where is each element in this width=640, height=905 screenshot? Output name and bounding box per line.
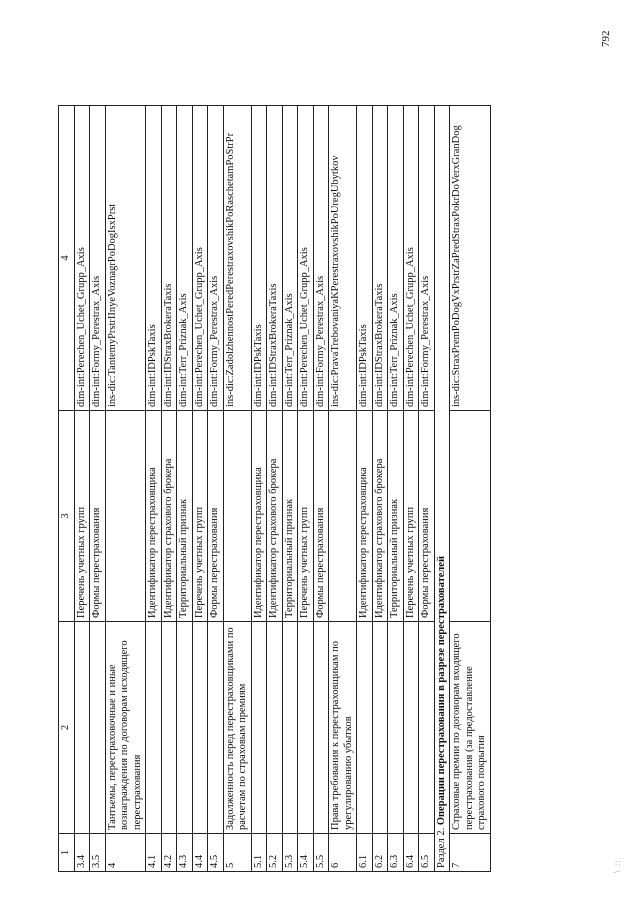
table-row: [208, 106, 224, 872]
table-cell-col2: [90, 622, 106, 834]
table-cell-col3: Территориальный признак: [282, 411, 298, 622]
table-cell-col2: [388, 622, 404, 834]
table-row: [177, 106, 193, 872]
table-cell-col4: ins-dic:TantemyPrstrIInyeVoznagrPoDogIsxPrst: [105, 106, 146, 411]
table-cell-col4: dim-int:Formy_Perestrax_Axis: [419, 106, 435, 411]
table-cell-col1: 4.5: [208, 834, 224, 872]
table-cell-col4: ins-dic:ZadolzhennostPeredPerestraxovshikPoRaschetamPoStrPr: [223, 106, 251, 411]
table-cell-col4: dim-int:Perechen_Uchet_Grupp_Axis: [74, 106, 90, 411]
table-cell-col1: 5.1: [251, 834, 267, 872]
table-cell-col4: dim-int:Perechen_Uchet_Grupp_Axis: [298, 106, 314, 411]
table-cell-col1: 6.5: [419, 834, 435, 872]
table-row: [192, 106, 208, 872]
header-cell-1: 1: [59, 834, 75, 872]
table-cell-col2: [177, 622, 193, 834]
table-row: [223, 106, 251, 872]
table-cell-col2: [251, 622, 267, 834]
table-cell-col2: [208, 622, 224, 834]
table-row: [403, 106, 419, 872]
header-row: [59, 106, 75, 872]
table-cell-col2: Страховые премии по договорам входящего перестрахования (за предоставление страхового покрытия: [450, 622, 491, 834]
table-cell-col4: dim-int:Terr_Priznak_Axis: [282, 106, 298, 411]
table-cell-col1: 4.4: [192, 834, 208, 872]
section-row: [434, 106, 450, 872]
header-cell-2: 2: [59, 622, 75, 834]
table-cell-col1: 5.3: [282, 834, 298, 872]
table-cell-col2: [419, 622, 435, 834]
table-row: [450, 106, 491, 872]
table-cell-col2: [282, 622, 298, 834]
table-cell-col3: Перечень учетных групп: [74, 411, 90, 622]
table-row: [105, 106, 146, 872]
table-cell-col1: 6: [329, 834, 357, 872]
header-cell-4: 4: [59, 106, 75, 411]
table-row: [146, 106, 162, 872]
section-title: Операции перестрахования в разрезе перестрахователей: [435, 556, 447, 826]
table-cell-col1: 7: [450, 834, 491, 872]
table-row: [161, 106, 177, 872]
table-cell-col4: ins-dic:StraxPremPoDogVxPrstrZaPredStraxPokrDoVerxGranDog: [450, 106, 491, 411]
table-row: [372, 106, 388, 872]
table-cell-col1: 6.4: [403, 834, 419, 872]
table-cell-col1: 5.2: [267, 834, 283, 872]
table-cell-col3: Перечень учетных групп: [298, 411, 314, 622]
page-number: 792: [600, 30, 612, 47]
table-row: [357, 106, 373, 872]
table-cell-col1: 6.2: [372, 834, 388, 872]
table-cell-col2: [192, 622, 208, 834]
table-cell-col3: Формы перестрахования: [208, 411, 224, 622]
table-cell-col1: 4.2: [161, 834, 177, 872]
table-cell-col3: Формы перестрахования: [419, 411, 435, 622]
table-cell-col1: 4: [105, 834, 146, 872]
table-cell-col3: Перечень учетных групп: [192, 411, 208, 622]
table-cell-col3: [450, 411, 491, 622]
table-cell-col3: Территориальный признак: [177, 411, 193, 622]
section-heading: [434, 106, 450, 872]
table-cell-col4: dim-int:IDStraxBrokeraTaxis: [267, 106, 283, 411]
table-cell-col2: [161, 622, 177, 834]
table-cell-col3: Идентификатор страхового брокера: [267, 411, 283, 622]
table-cell-col3: [223, 411, 251, 622]
section-prefix: Раздел 2.: [435, 827, 447, 868]
table-cell-col4: dim-int:Terr_Priznak_Axis: [388, 106, 404, 411]
table-row: [419, 106, 435, 872]
table-row: [388, 106, 404, 872]
table-cell-col3: [329, 411, 357, 622]
table-cell-col3: Идентификатор перестраховщика: [251, 411, 267, 622]
table-cell-col1: 3.4: [74, 834, 90, 872]
table-cell-col4: dim-int:IDPskTaxis: [251, 106, 267, 411]
table-cell-col2: [267, 622, 283, 834]
table-cell-col4: dim-int:Terr_Priznak_Axis: [177, 106, 193, 411]
table-cell-col2: [313, 622, 329, 834]
table-cell-col4: dim-int:Formy_Perestrax_Axis: [313, 106, 329, 411]
table-cell-col3: Идентификатор страхового брокера: [372, 411, 388, 622]
table-cell-col2: Права требования к перестраховщикам по урегулированию убытков: [329, 622, 357, 834]
table-cell-col1: 4.1: [146, 834, 162, 872]
table-cell-col1: 6.1: [357, 834, 373, 872]
table-cell-col2: [403, 622, 419, 834]
table-row: [90, 106, 106, 872]
table-cell-col1: 5.4: [298, 834, 314, 872]
table-cell-col4: dim-int:IDPskTaxis: [357, 106, 373, 411]
table-cell-col3: Идентификатор перестраховщика: [357, 411, 373, 622]
table-row: [267, 106, 283, 872]
table-row: [251, 106, 267, 872]
table-cell-col4: dim-int:IDStraxBrokeraTaxis: [372, 106, 388, 411]
table-cell-col3: Формы перестрахования: [90, 411, 106, 622]
table-row: [282, 106, 298, 872]
table-cell-col4: dim-int:IDStraxBrokeraTaxis: [161, 106, 177, 411]
table-cell-col4: dim-int:Formy_Perestrax_Axis: [208, 106, 224, 411]
table-cell-col1: 4.3: [177, 834, 193, 872]
table-row: [313, 106, 329, 872]
table-row: [329, 106, 357, 872]
document-table: [58, 105, 491, 872]
table-cell-col3: [105, 411, 146, 622]
table-row: [298, 106, 314, 872]
table-cell-col2: [298, 622, 314, 834]
table-cell-col3: Формы перестрахования: [313, 411, 329, 622]
table-cell-col1: 5.5: [313, 834, 329, 872]
table-row: [74, 106, 90, 872]
table-cell-col4: ins-dic:PravaTrebovaniyaKPerestraxovshikPoUregUbytkov: [329, 106, 357, 411]
table-cell-col1: 6.3: [388, 834, 404, 872]
table-cell-col2: [74, 622, 90, 834]
table-cell-col4: dim-int:IDPskTaxis: [146, 106, 162, 411]
header-cell-3: 3: [59, 411, 75, 622]
table-cell-col2: Тантьемы, перестраховочные и иные вознаграждения по договорам исходящего перестрахования: [105, 622, 146, 834]
table-cell-col4: dim-int:Perechen_Uchet_Grupp_Axis: [192, 106, 208, 411]
table-cell-col2: Задолженность перед перестраховщиками по расчетам по страховым премиям: [223, 622, 251, 834]
table-cell-col2: [372, 622, 388, 834]
table-cell-col1: 3.5: [90, 834, 106, 872]
table-cell-col4: dim-int:Formy_Perestrax_Axis: [90, 106, 106, 411]
table-cell-col2: [357, 622, 373, 834]
table-cell-col1: 5: [223, 834, 251, 872]
table-body: [59, 106, 491, 872]
scan-mark: \ ::: [612, 859, 622, 873]
table-cell-col3: Идентификатор страхового брокера: [161, 411, 177, 622]
table-cell-col3: Перечень учетных групп: [403, 411, 419, 622]
table-cell-col3: Территориальный признак: [388, 411, 404, 622]
table-cell-col2: [146, 622, 162, 834]
table-cell-col3: Идентификатор перестраховщика: [146, 411, 162, 622]
table-cell-col4: dim-int:Perechen_Uchet_Grupp_Axis: [403, 106, 419, 411]
